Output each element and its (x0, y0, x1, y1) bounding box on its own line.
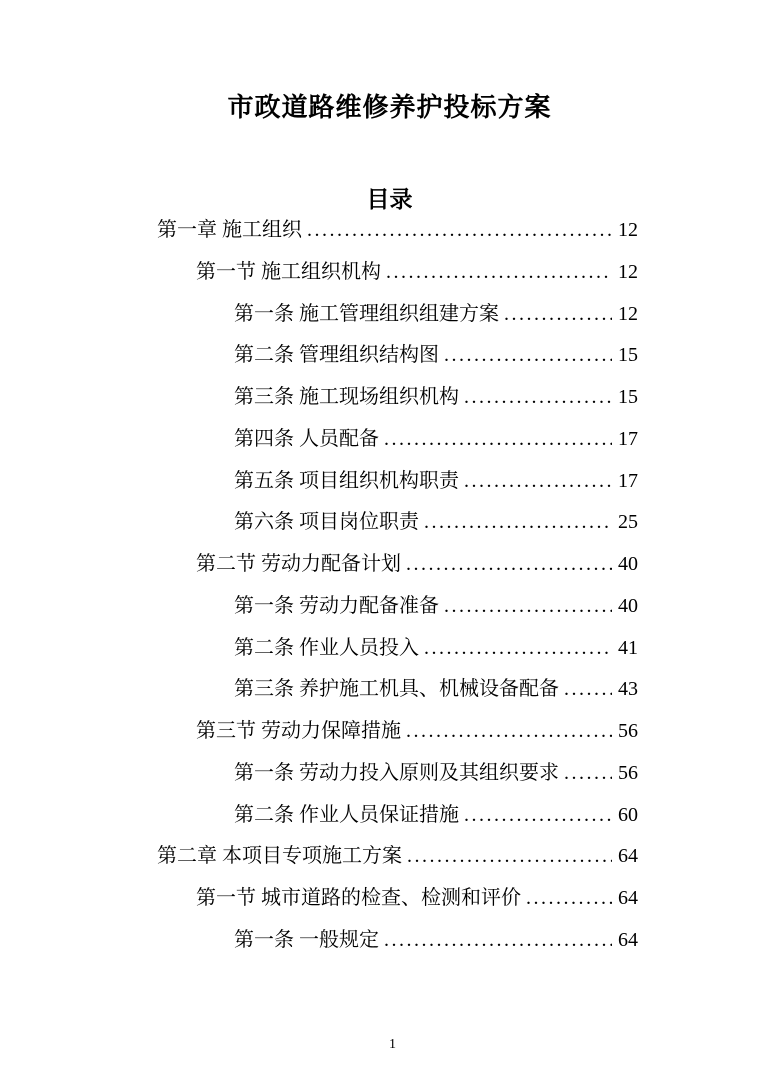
toc-dot-leader (406, 552, 612, 577)
toc-entry-label: 第二节 劳动力配备计划 (196, 553, 401, 576)
toc-entry-page-number: 25 (618, 511, 638, 534)
toc-dot-leader (464, 803, 612, 828)
toc-entry-page-number: 64 (618, 887, 638, 910)
toc-entry-label: 第一条 一般规定 (234, 929, 379, 952)
page-number-footer: 1 (389, 1037, 396, 1052)
toc-entry-label: 第一条 施工管理组织组建方案 (234, 302, 499, 325)
toc-entry[interactable] (0, 844, 761, 886)
toc-entry[interactable] (0, 218, 761, 260)
toc-entry[interactable] (0, 427, 761, 469)
toc-entry[interactable] (0, 928, 761, 970)
toc-heading: 目录 (366, 186, 413, 212)
toc-entry[interactable] (0, 803, 761, 845)
toc-dot-leader (526, 886, 612, 911)
toc-entry[interactable] (0, 469, 761, 511)
toc-entry-label: 第一章 施工组织 (157, 219, 302, 241)
toc-entry-label: 第三条 施工现场组织机构 (234, 386, 459, 409)
toc-entry[interactable] (0, 260, 761, 302)
toc-entry-page-number: 17 (618, 427, 638, 450)
toc-dot-leader (444, 343, 612, 368)
toc-entry[interactable] (0, 886, 761, 928)
toc-entry-page-number: 41 (618, 636, 638, 659)
table-of-contents (0, 218, 761, 970)
toc-dot-leader (386, 260, 612, 285)
toc-entry[interactable] (0, 719, 761, 761)
toc-dot-leader (307, 218, 612, 243)
toc-entry[interactable] (0, 343, 761, 385)
toc-entry-page-number: 40 (618, 594, 638, 617)
toc-entry[interactable] (0, 761, 761, 803)
toc-dot-leader (564, 677, 612, 702)
toc-entry-label: 第一节 城市道路的检查、检测和评价 (196, 887, 521, 910)
toc-dot-leader (407, 844, 612, 869)
toc-entry-page-number: 56 (618, 720, 638, 743)
toc-dot-leader (406, 719, 612, 744)
toc-dot-leader (504, 302, 612, 327)
toc-entry-page-number: 64 (618, 929, 638, 952)
toc-entry-page-number: 43 (618, 678, 638, 701)
toc-entry-page-number: 60 (618, 803, 638, 826)
toc-entry-page-number: 64 (618, 845, 638, 868)
toc-dot-leader (384, 427, 612, 452)
document-title: 市政道路维修养护投标方案 (227, 92, 552, 122)
toc-entry-label: 第二章 本项目专项施工方案 (157, 845, 402, 868)
toc-entry[interactable] (0, 677, 761, 719)
toc-entry-page-number: 17 (618, 469, 638, 492)
toc-entry-label: 第一条 劳动力投入原则及其组织要求 (234, 761, 559, 784)
toc-entry-label: 第三节 劳动力保障措施 (196, 720, 401, 743)
toc-dot-leader (444, 594, 612, 619)
toc-entry-label: 第二条 作业人员投入 (234, 636, 419, 659)
toc-entry-label: 第二条 作业人员保证措施 (234, 803, 459, 826)
toc-entry-label: 第五条 项目组织机构职责 (234, 469, 459, 492)
toc-entry[interactable] (0, 636, 761, 678)
toc-entry-page-number: 56 (618, 761, 638, 784)
toc-entry-page-number: 40 (618, 553, 638, 576)
toc-entry-page-number: 15 (618, 386, 638, 409)
toc-dot-leader (424, 636, 612, 661)
toc-entry-page-number: 15 (618, 344, 638, 367)
toc-entry[interactable] (0, 385, 761, 427)
toc-entry-label: 第一条 劳动力配备准备 (234, 594, 439, 617)
toc-entry[interactable] (0, 594, 761, 636)
toc-entry-page-number: 12 (618, 219, 638, 241)
toc-dot-leader (464, 385, 612, 410)
toc-dot-leader (464, 469, 612, 494)
toc-entry[interactable] (0, 552, 761, 594)
toc-entry[interactable] (0, 510, 761, 552)
toc-dot-leader (564, 761, 612, 786)
toc-entry-label: 第六条 项目岗位职责 (234, 511, 419, 534)
toc-entry-page-number: 12 (618, 302, 638, 325)
toc-dot-leader (424, 510, 612, 535)
toc-entry-label: 第四条 人员配备 (234, 427, 379, 450)
toc-dot-leader (384, 928, 612, 953)
toc-entry-label: 第二条 管理组织结构图 (234, 344, 439, 367)
toc-entry-page-number: 12 (618, 260, 638, 283)
toc-entry[interactable] (0, 302, 761, 344)
toc-entry-label: 第三条 养护施工机具、机械设备配备 (234, 678, 559, 701)
toc-entry-label: 第一节 施工组织机构 (196, 260, 381, 283)
